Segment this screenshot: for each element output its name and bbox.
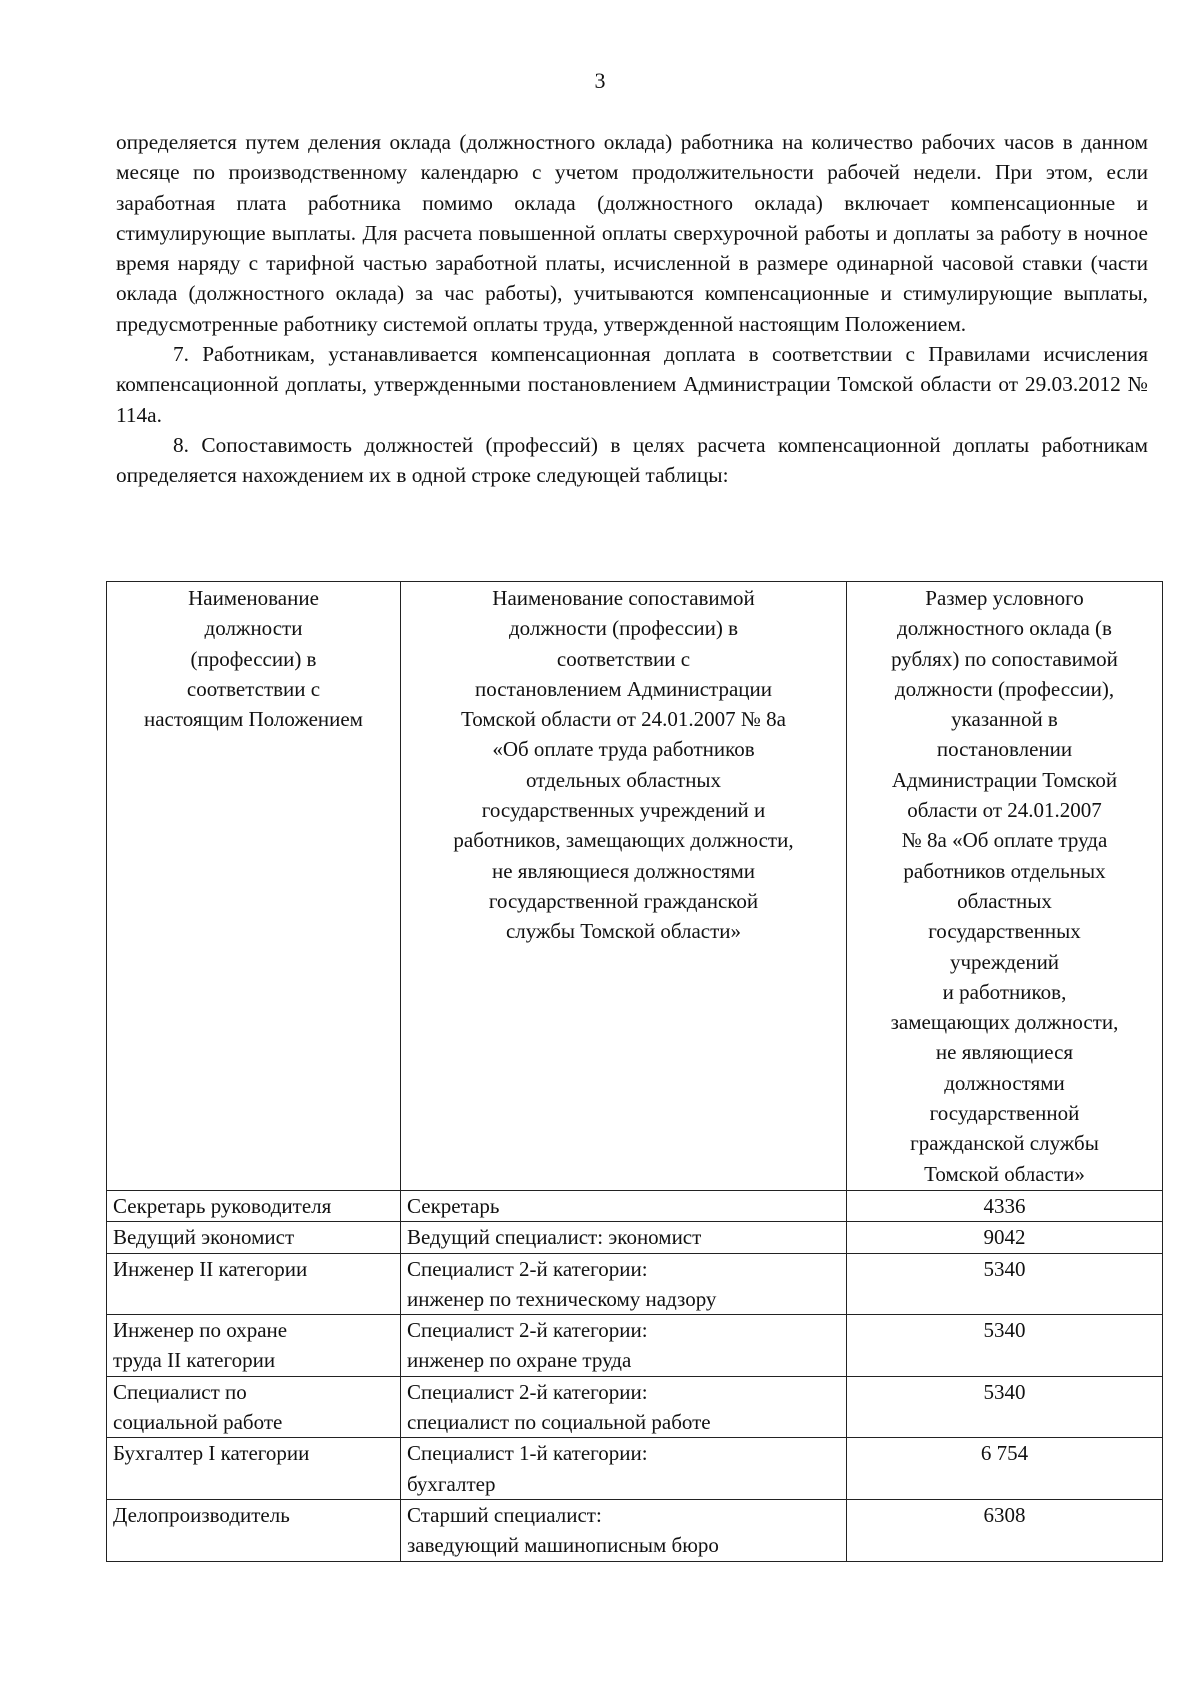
- header-line: областных: [957, 888, 1052, 913]
- cell-line: бухгалтер: [407, 1471, 496, 1496]
- cell-line: Специалист 1-й категории:: [407, 1441, 648, 1466]
- cell-line: Старший специалист:: [407, 1502, 602, 1527]
- cell-comparable-position: [401, 1315, 847, 1377]
- cell-line: Секретарь: [407, 1193, 500, 1218]
- paragraph-item-8: 8. Сопоставимость должностей (профессий) в целях расчета компенсационной доплаты работникам определяется нахождением их в одной строке следующей таблицы:: [116, 432, 1148, 488]
- header-line: соответствии с: [186, 676, 321, 701]
- header-line: должностного оклада (в: [897, 616, 1112, 641]
- cell-comparable-position: [401, 1499, 847, 1561]
- cell-position: [107, 1315, 401, 1377]
- header-position: [107, 582, 401, 1191]
- header-line: Томской области от 24.01.2007 № 8а: [460, 707, 787, 732]
- cell-line: Инженер II категории: [113, 1256, 308, 1281]
- header-line: гражданской службы: [910, 1131, 1099, 1156]
- cell-salary: 4336: [847, 1190, 1163, 1221]
- header-line: должностями: [944, 1070, 1065, 1095]
- header-line: (профессии) в: [190, 646, 317, 671]
- cell-line: Инженер по охране: [113, 1318, 288, 1343]
- cell-salary: 6 754: [847, 1438, 1163, 1500]
- header-line: государственных учреждений и: [481, 798, 766, 823]
- header-line: должности (профессии),: [894, 676, 1115, 701]
- header-line: должности: [204, 616, 303, 641]
- header-line: Размер условного: [925, 586, 1084, 610]
- table-row: [107, 1438, 1163, 1500]
- cell-salary: 5340: [847, 1376, 1163, 1438]
- header-line: соответствии с: [556, 646, 691, 671]
- cell-line: инженер по охране труда: [407, 1348, 632, 1373]
- header-line: Администрации Томской: [891, 767, 1118, 792]
- body-text: [116, 127, 1148, 491]
- cell-line: труда II категории: [113, 1348, 276, 1373]
- cell-line: Бухгалтер I категории: [113, 1441, 310, 1466]
- header-line: области от 24.01.2007: [907, 798, 1102, 823]
- header-line: Наименование сопоставимой: [492, 586, 755, 610]
- header-line: рублях) по сопоставимой: [891, 646, 1118, 671]
- header-comparable-position: [401, 582, 847, 1191]
- paragraph-continuation: определяется путем деления оклада (должностного оклада) работника на количество рабочих часов в данном месяце по производственному календарю с учетом продолжительности рабочей недели. При этом, если заработная плата работника помимо оклада (должностного оклада) включает компенсационные и стимулирующие выплаты. Для расчета повышенной оплаты сверхурочной работы и доплаты за работу в ночное время наряду с тарифной частью заработной платы, исчисленной в размере одинарной часовой ставки (части оклада (должностного оклада) за час работы), учитываются компенсационные и стимулирующие выплаты, предусмотренные работнику системой оплаты труда, утвержденной настоящим Положением.: [116, 130, 1148, 336]
- cell-salary: 6308: [847, 1499, 1163, 1561]
- header-line: работников, замещающих должности,: [453, 828, 794, 853]
- header-line: учреждений: [949, 949, 1060, 974]
- cell-position: [107, 1438, 401, 1500]
- cell-line: Специалист 2-й категории:: [407, 1256, 648, 1281]
- header-line: государственной гражданской: [488, 888, 759, 913]
- cell-comparable-position: [401, 1190, 847, 1221]
- cell-line: Секретарь руководителя: [113, 1193, 332, 1218]
- header-line: № 8а «Об оплате труда: [901, 828, 1108, 853]
- header-line: не являющиеся: [935, 1040, 1074, 1065]
- cell-line: Специалист 2-й категории:: [407, 1379, 648, 1404]
- cell-position: [107, 1376, 401, 1438]
- position-comparison-table: [106, 581, 1163, 1562]
- cell-position: [107, 1190, 401, 1221]
- header-line: отдельных областных: [525, 767, 722, 792]
- paragraph-item-7: 7. Работникам, устанавливается компенсационная доплата в соответствии с Правилами исчисления компенсационной доплаты, утвержденными постановлением Администрации Томской области от 29.03.2012 № 114а.: [116, 342, 1148, 427]
- header-salary: [847, 582, 1163, 1191]
- header-line: службы Томской области»: [505, 919, 742, 944]
- cell-salary: 5340: [847, 1315, 1163, 1377]
- header-line: постановлении: [936, 737, 1073, 762]
- header-line: государственных: [928, 919, 1081, 944]
- cell-line: инженер по техническому надзору: [407, 1286, 717, 1311]
- cell-position: [107, 1253, 401, 1315]
- header-line: постановлением Администрации: [475, 676, 772, 701]
- table-row: [107, 1376, 1163, 1438]
- cell-line: Специалист 2-й категории:: [407, 1318, 648, 1343]
- cell-comparable-position: [401, 1376, 847, 1438]
- cell-line: Ведущий специалист: экономист: [407, 1225, 702, 1250]
- cell-line: Специалист по: [113, 1379, 247, 1404]
- cell-line: специалист по социальной работе: [407, 1410, 711, 1435]
- table-row: [107, 1190, 1163, 1221]
- page-number: 3: [594, 68, 606, 93]
- cell-salary: 5340: [847, 1253, 1163, 1315]
- header-line: замещающих должности,: [890, 1010, 1119, 1035]
- table-row: [107, 1222, 1163, 1253]
- cell-line: Ведущий экономист: [113, 1225, 295, 1250]
- table-row: [107, 1499, 1163, 1561]
- cell-position: [107, 1499, 401, 1561]
- cell-line: социальной работе: [113, 1410, 283, 1435]
- header-line: настоящим Положением: [144, 707, 363, 732]
- header-line: и работников,: [942, 979, 1067, 1004]
- header-line: работников отдельных: [903, 858, 1106, 883]
- header-line: Наименование: [188, 586, 319, 610]
- table-header-row: [107, 582, 1163, 1191]
- cell-salary: 9042: [847, 1222, 1163, 1253]
- header-line: указанной в: [951, 707, 1058, 732]
- header-line: не являющиеся должностями: [492, 858, 755, 883]
- cell-comparable-position: [401, 1438, 847, 1500]
- header-line: Томской области»: [924, 1161, 1085, 1186]
- cell-line: заведующий машинописным бюро: [407, 1533, 719, 1558]
- cell-line: Делопроизводитель: [113, 1502, 290, 1527]
- header-line: должности (профессии) в: [508, 616, 739, 641]
- cell-comparable-position: [401, 1222, 847, 1253]
- cell-position: [107, 1222, 401, 1253]
- header-line: «Об оплате труда работников: [492, 737, 755, 762]
- table-row: [107, 1253, 1163, 1315]
- table-row: [107, 1315, 1163, 1377]
- cell-comparable-position: [401, 1253, 847, 1315]
- header-line: государственной: [929, 1101, 1080, 1126]
